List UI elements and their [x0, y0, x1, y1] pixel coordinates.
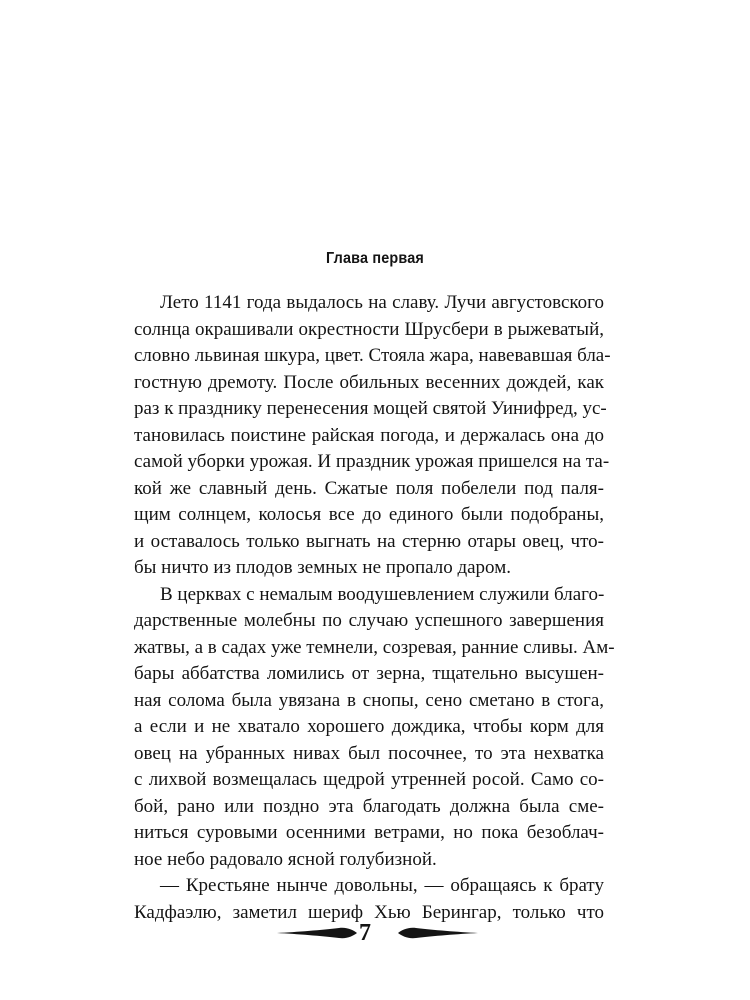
text-line: бой, рано или поздно эта благодать должна была сме- [134, 795, 604, 817]
text-line: солнца окрашивали окрестности Шрусбери в рыжеватый, [134, 318, 604, 340]
text-line: и оставалось только выгнать на стерню отары овец, что- [134, 530, 604, 552]
text-line: самой уборки урожая. И праздник урожая пришелся на та- [134, 451, 610, 472]
body-text [134, 290, 615, 926]
text-line: ное небо радовало ясной голубизной. [134, 848, 437, 870]
text-line: с лихвой возмещалась щедрой утренней росой. Само со- [134, 769, 604, 790]
text-line: тановилась поистине райская погода, и держалась она до [134, 424, 604, 446]
page-number: 7 [359, 920, 371, 946]
text-line: раз к празднику перенесения мощей святой Уинифред, ус- [134, 398, 607, 419]
text-line: овец на убранных нивах был посочнее, то эта нехватка [134, 742, 604, 764]
text-line: бы ничто из плодов земных не пропало даром. [134, 557, 511, 578]
text-line: кой же славный день. Сжатые поля побелели под паля- [134, 477, 604, 499]
text-line: Кадфаэлю, заметил шериф Хью Берингар, только что [134, 901, 604, 923]
text-line: ная солома была увязана в снопы, сено сметано в стога, [134, 689, 604, 711]
text-line: В церквах с немалым воодушевлением служили благо- [160, 583, 605, 605]
text-line: а если и не хватало хорошего дождика, чтобы корм для [134, 716, 604, 737]
text-line: ниться суровыми осенними ветрами, но пока безоблач- [134, 822, 604, 843]
text-line: дарственные молебны по случаю успешного завершения [134, 610, 604, 631]
text-line: — Крестьяне нынче довольны, — обращаясь к брату [160, 875, 604, 896]
right-flourish-icon [398, 927, 478, 939]
text-line: словно львиная шкура, цвет. Стояла жара, навевавшая бла- [134, 345, 611, 366]
page-footer [0, 918, 750, 948]
text-line: жатвы, а в садах уже темнели, созревая, ранние сливы. Ам- [134, 636, 615, 658]
chapter-title: Глава первая [325, 250, 425, 267]
text-line: гостную дремоту. После обильных весенних дождей, как [134, 371, 604, 393]
text-line: бары аббатства ломились от зерна, тщательно высушен- [134, 663, 604, 684]
text-line: Лето 1141 года выдалось на славу. Лучи августовского [160, 292, 604, 313]
text-line: щим солнцем, колосья все до единого были подобраны, [134, 504, 604, 525]
